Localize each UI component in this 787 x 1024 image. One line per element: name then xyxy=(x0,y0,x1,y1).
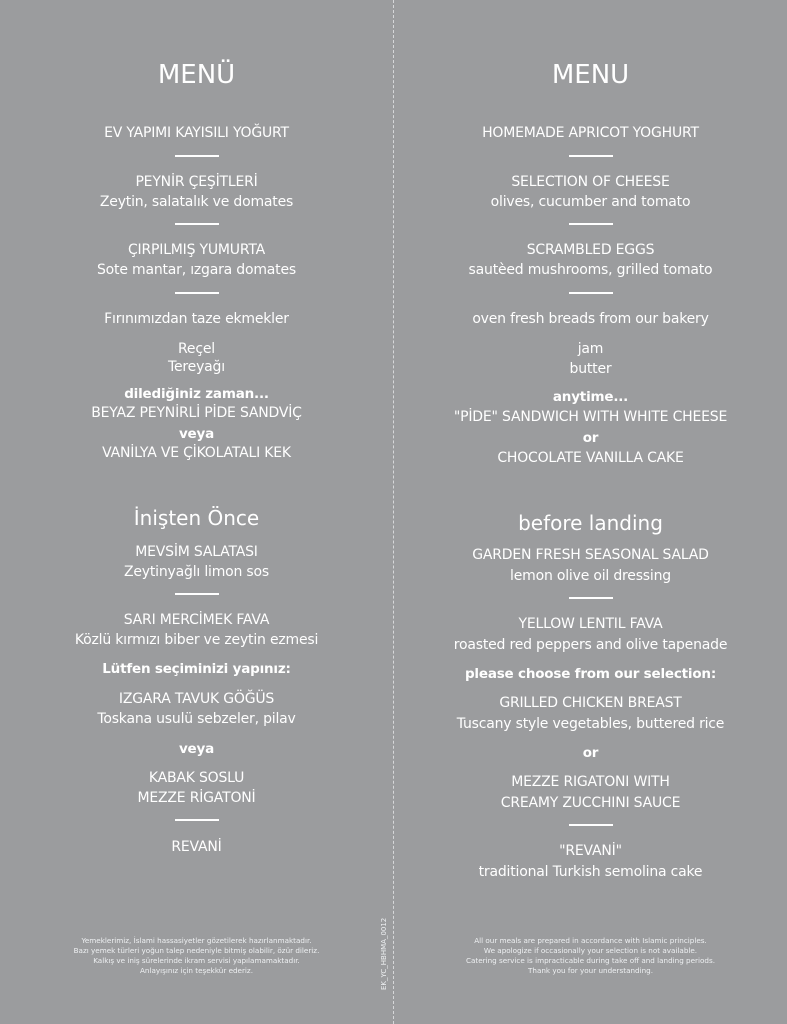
menu-item: REVANİ xyxy=(171,839,222,855)
menu-item: "PİDE" SANDWICH WITH WHITE CHEESE xyxy=(453,409,728,425)
menu-item-desc: Zeytin, salatalık ve domates xyxy=(99,194,294,210)
menu-item-desc: Tuscany style vegetables, buttered rice xyxy=(456,716,725,732)
menu-item-desc: sautèed mushrooms, grilled tomato xyxy=(468,262,713,278)
menu-note: dilediğiniz zaman... xyxy=(124,386,269,402)
menu-item: EV YAPIMI KAYISILI YOĞURT xyxy=(104,125,289,141)
separator xyxy=(175,223,219,225)
footnote-line: Anlayışınız için teşekkür ederiz. xyxy=(140,966,253,975)
menu-conjunction: veya xyxy=(178,741,215,757)
separator xyxy=(175,155,219,157)
separator xyxy=(175,819,219,821)
separator xyxy=(175,593,219,595)
separator xyxy=(569,597,613,599)
menu-item-desc: olives, cucumber and tomato xyxy=(490,194,691,210)
footnote-line: All our meals are prepared in accordance with Islamic principles. xyxy=(474,936,707,945)
menu-item-desc: Toskana usulü sebzeler, pilav xyxy=(97,711,296,727)
footnote-line: Thank you for your understanding. xyxy=(528,966,653,975)
menu-item-desc: traditional Turkish semolina cake xyxy=(478,864,703,880)
document-code: EK_YC_HBHMA_0012 xyxy=(380,917,388,990)
menu-item: PEYNİR ÇEŞİTLERİ xyxy=(135,174,258,190)
menu-item: VANİLYA VE ÇİKOLATALI KEK xyxy=(102,445,291,461)
menu-item: "REVANİ" xyxy=(559,843,622,859)
separator xyxy=(569,155,613,157)
footnote-line: We apologize if occasionally your selection is not available. xyxy=(483,946,698,955)
menu-item: YELLOW LENTIL FAVA xyxy=(518,616,663,632)
menu-item: Tereyağı xyxy=(168,359,225,375)
menu-item: CHOCOLATE VANILLA CAKE xyxy=(497,450,684,466)
menu-conjunction: or xyxy=(582,430,599,446)
menu-note: please choose from our selection: xyxy=(464,666,717,682)
section-subtitle: before landing xyxy=(518,511,663,535)
menu-item-desc: lemon olive oil dressing xyxy=(510,568,671,584)
menu-item: oven fresh breads from our bakery xyxy=(472,311,709,327)
menu-title: MENU xyxy=(551,60,630,90)
menu-item: Reçel xyxy=(178,341,215,357)
menu-item: BEYAZ PEYNİRLİ PİDE SANDVİÇ xyxy=(91,405,302,421)
menu-item: CREAMY ZUCCHINI SAUCE xyxy=(500,795,681,811)
separator xyxy=(175,292,219,294)
menu-turkish xyxy=(0,0,393,1024)
menu-item: butter xyxy=(569,361,612,377)
menu-item: HOMEMADE APRICOT YOGHURT xyxy=(482,125,699,141)
footnote-line: Catering service is impracticable during take off and landing periods. xyxy=(466,956,715,965)
menu-note: anytime... xyxy=(552,389,629,405)
separator xyxy=(569,824,613,826)
footnote-line: Yemeklerimiz, İslami hassasiyetler gözetilerek hazırlanmaktadır. xyxy=(81,936,312,945)
menu-note: Lütfen seçiminizi yapınız: xyxy=(102,661,291,677)
menu-title: MENÜ xyxy=(157,60,236,90)
menu-item: jam xyxy=(577,341,604,357)
footnote-line: Kalkış ve iniş sürelerinde ikram servisi yapılamamaktadır. xyxy=(93,956,300,965)
separator xyxy=(569,223,613,225)
menu-item: MEZZE RİGATONİ xyxy=(137,790,256,806)
menu-item: MEZZE RIGATONI WITH xyxy=(511,774,670,790)
menu-item-desc: roasted red peppers and olive tapenade xyxy=(453,637,728,653)
menu-item-desc: Zeytinyağlı limon sos xyxy=(124,564,269,580)
menu-item-desc: Közlü kırmızı biber ve zeytin ezmesi xyxy=(74,632,319,648)
menu-item: SCRAMBLED EGGS xyxy=(526,242,655,258)
section-subtitle: İnişten Önce xyxy=(133,506,260,530)
menu-item: IZGARA TAVUK GÖĞÜS xyxy=(118,691,275,707)
menu-item: KABAK SOSLU xyxy=(148,770,245,786)
separator xyxy=(569,292,613,294)
menu-item: MEVSİM SALATASI xyxy=(135,544,258,560)
menu-item: Fırınımızdan taze ekmekler xyxy=(104,311,289,327)
menu-english xyxy=(394,0,787,1024)
menu-item: SARI MERCİMEK FAVA xyxy=(123,612,270,628)
menu-item: SELECTION OF CHEESE xyxy=(511,174,670,190)
menu-conjunction: or xyxy=(582,745,599,761)
menu-item: ÇIRPILMIŞ YUMURTA xyxy=(127,242,266,258)
menu-conjunction: veya xyxy=(178,426,215,442)
menu-item: GARDEN FRESH SEASONAL SALAD xyxy=(472,547,709,563)
footnote-line: Bazı yemek türleri yoğun talep nedeniyle bitmiş olabilir, özür dileriz. xyxy=(73,946,320,955)
menu-item-desc: Sote mantar, ızgara domates xyxy=(97,262,296,278)
menu-item: GRILLED CHICKEN BREAST xyxy=(499,695,682,711)
